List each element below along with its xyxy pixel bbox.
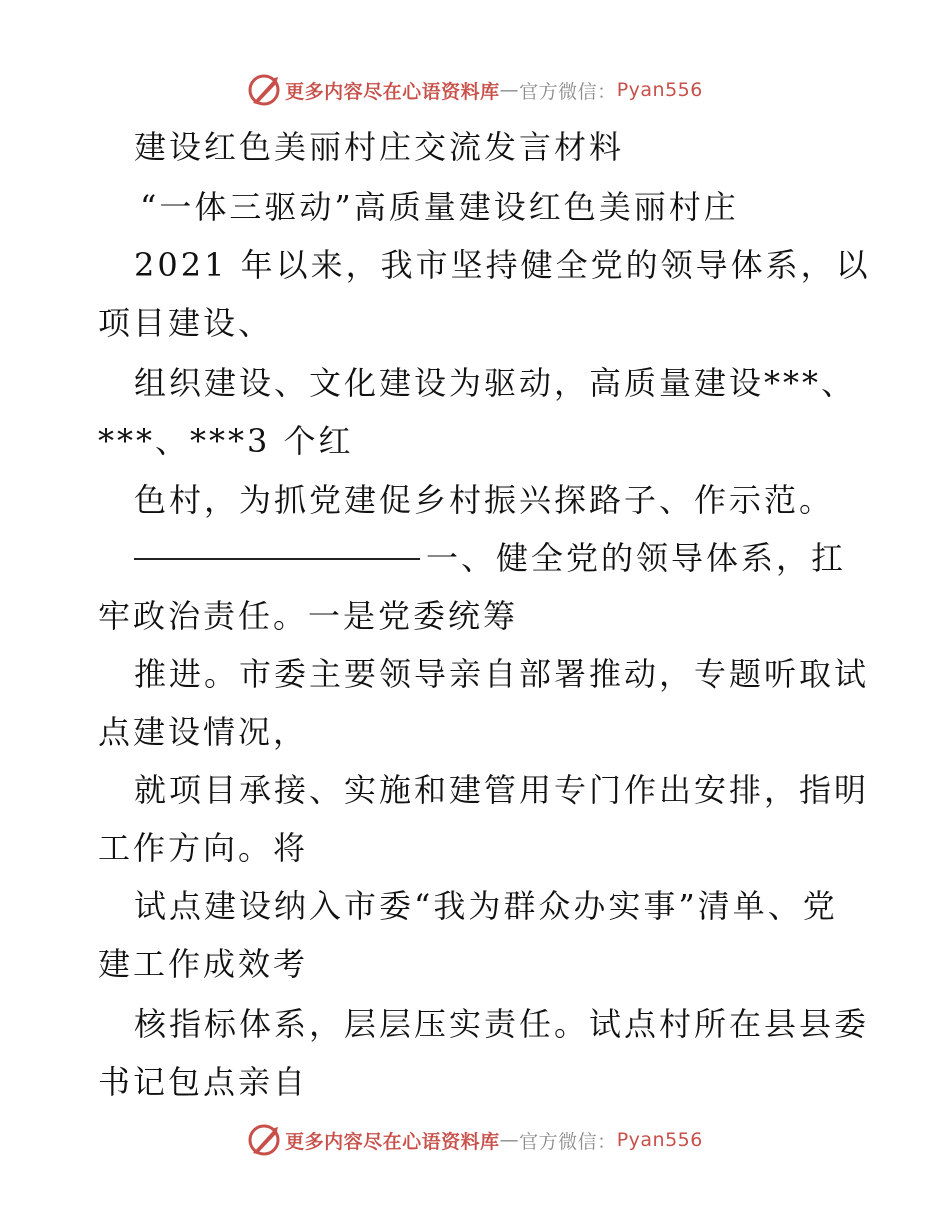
watermark-colon: ： [597,80,617,103]
text-line: 点建设情况， [98,713,309,751]
watermark-wechat-id: Pyan556 [616,79,703,101]
text-line: 牢政治责任。一是党委统筹 [98,597,519,635]
quill-pen-logo-icon [247,73,281,107]
section-heading-text: 一、健全党的领导体系，扛 [426,539,847,577]
watermark-official-label: 官方微信 [519,1130,598,1153]
footer-watermark [0,1120,950,1160]
text-line: 试点建设纳入市委“我为群众办实事”清单、党 [134,887,838,925]
text-line: 推进。市委主要领导亲自部署推动，专题听取试 [134,655,870,693]
document-subtitle: “一体三驱动”高质量建设红色美丽村庄 [140,188,739,226]
text-line: 书记包点亲自 [98,1063,309,1101]
text-line: 项目建设、 [98,304,274,342]
text-line: 工作方向。将 [98,829,309,867]
section-heading-line [134,538,846,578]
horizontal-rule [134,558,420,560]
text-line: 组织建设、文化建设为驱动，高质量建设***、 [134,364,857,402]
text-line: 就项目承接、实施和建管用专门作出安排，指明 [134,771,870,809]
text-line: ***、***3 个红 [98,422,354,460]
watermark-separator: — [499,1129,520,1151]
watermark-wechat-id: Pyan556 [616,1129,703,1151]
text-line: 建工作成效考 [98,945,309,983]
text-line: 2021 年以来，我市坚持健全党的领导体系，以 [134,246,871,284]
watermark-official-label: 官方微信 [519,80,598,103]
watermark-site-text: 更多内容尽在心语资料库 [285,80,500,103]
text-line: 核指标体系，层层压实责任。试点村所在县县委 [134,1005,870,1043]
watermark-colon: ： [597,1130,617,1153]
header-watermark [0,70,950,110]
watermark-site-text: 更多内容尽在心语资料库 [285,1130,500,1153]
document-title: 建设红色美丽村庄交流发言材料 [134,128,625,166]
quill-pen-logo-icon [247,1123,281,1157]
text-line: 色村，为抓党建促乡村振兴探路子、作示范。 [134,481,835,519]
watermark-separator: — [499,79,520,101]
